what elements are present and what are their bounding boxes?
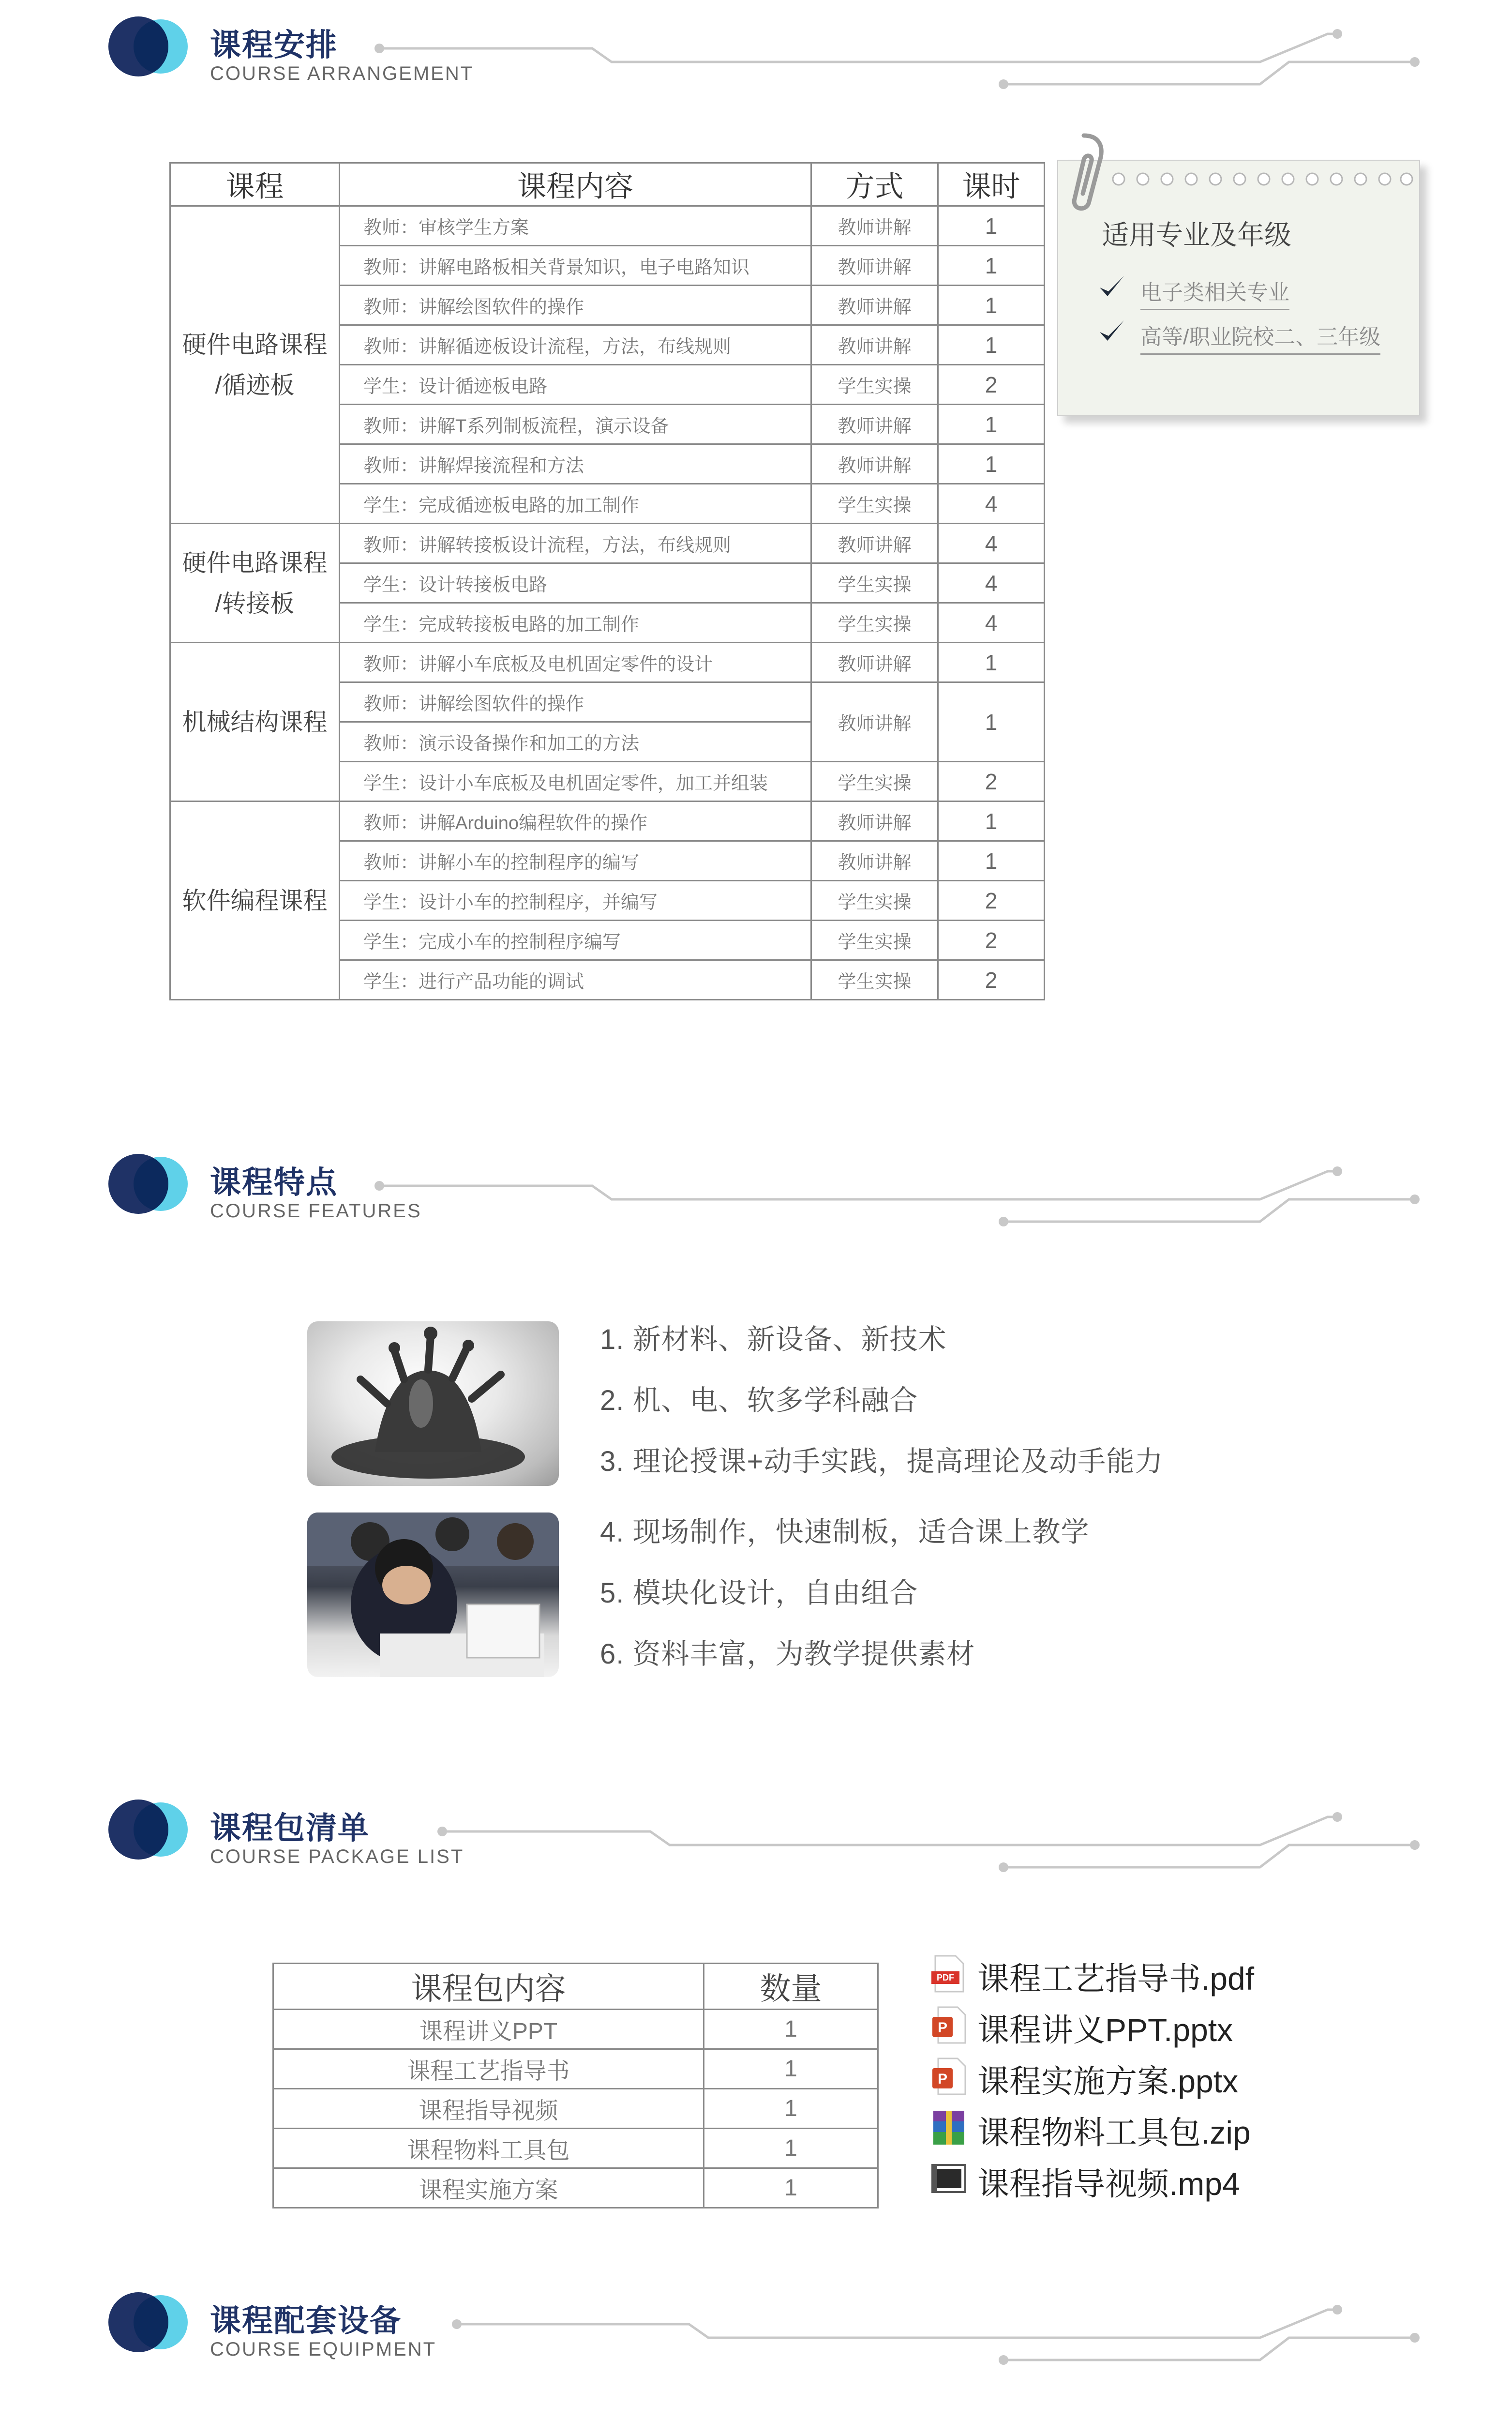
paperclip-icon: [1050, 131, 1113, 213]
note-item-label: 高等/职业院校二、三年级: [1140, 319, 1380, 355]
hours-cell: 1: [938, 325, 1045, 365]
hours-cell: 2: [938, 921, 1045, 960]
video-file-icon: [931, 2160, 966, 2198]
mode-cell: 教师讲解: [811, 802, 938, 841]
mode-cell: 学生实操: [811, 960, 938, 1000]
section-title: 课程安排: [210, 28, 338, 62]
header-content: 课程内容: [340, 163, 811, 206]
pptx-file-icon: [931, 2057, 966, 2095]
feature-item: 2. 机、电、软多学科融合: [600, 1385, 918, 1416]
course-content-cell: 学生：进行产品功能的调试: [340, 960, 811, 1000]
feature-item: 5. 模块化设计，自由组合: [600, 1577, 918, 1609]
course-content-cell: 教师：讲解转接板设计流程，方法，布线规则: [340, 524, 811, 563]
hours-cell: 1: [938, 246, 1045, 286]
arrangement-table: [169, 162, 1045, 1000]
decorative-lines: [108, 1797, 1424, 1874]
course-content-cell: 教师：讲解焊接流程和方法: [340, 444, 811, 484]
hours-cell: 4: [938, 524, 1045, 563]
file-name: 课程实施方案.pptx: [977, 2063, 1239, 2099]
hours-cell: 2: [938, 960, 1045, 1000]
course-name-cell: 硬件电路课程 /转接板: [170, 524, 340, 643]
file-name: 课程工艺指导书.pdf: [977, 1961, 1255, 1996]
mode-cell: 教师讲解: [811, 206, 938, 246]
feature-item: 1. 新材料、新设备、新技术: [600, 1324, 947, 1355]
package-qty: 1: [704, 2010, 878, 2049]
package-item: 课程指导视频: [273, 2089, 704, 2129]
mode-cell: 教师讲解: [811, 246, 938, 286]
mode-cell: 教师讲解: [811, 405, 938, 444]
checkmark-icon: [1097, 272, 1126, 301]
decorative-lines: [108, 2289, 1424, 2367]
mode-cell: 学生实操: [811, 762, 938, 802]
mode-cell: 教师讲解: [811, 444, 938, 484]
header-course: 课程: [170, 163, 340, 206]
hours-cell: 1: [938, 405, 1045, 444]
splash-graphic: [307, 1321, 559, 1486]
decorative-lines: [108, 1151, 1424, 1228]
course-content-cell: 教师：讲解绘图软件的操作: [340, 286, 811, 325]
header-hours: 课时: [938, 163, 1045, 206]
course-content-cell: 教师：讲解小车底板及电机固定零件的设计: [340, 643, 811, 682]
pdf-file-icon: [931, 1955, 966, 1993]
header-package-content: 课程包内容: [273, 1964, 704, 2010]
section-title: 课程配套设备: [210, 2303, 402, 2338]
course-content-cell: 学生：设计小车底板及电机固定零件，加工并组装: [340, 762, 811, 802]
hours-cell: 1: [938, 802, 1045, 841]
package-qty: 1: [704, 2049, 878, 2089]
mode-cell: 学生实操: [811, 484, 938, 524]
package-item: 课程工艺指导书: [273, 2049, 704, 2089]
table-row: [273, 2168, 878, 2208]
course-content-cell: 教师：讲解小车的控制程序的编写: [340, 841, 811, 881]
table-row: [170, 643, 1045, 682]
table-row: [273, 2049, 878, 2089]
mode-cell: 教师讲解: [811, 643, 938, 682]
section-subtitle: COURSE EQUIPMENT: [210, 2339, 437, 2360]
students-graphic: [307, 1512, 559, 1677]
course-content-cell: 教师：讲解Arduino编程软件的操作: [340, 802, 811, 841]
section-title: 课程包清单: [210, 1811, 370, 1845]
liquid-splash-image: [307, 1321, 559, 1486]
mode-cell: 学生实操: [811, 603, 938, 643]
note-item-label: 电子类相关专业: [1140, 275, 1289, 310]
pptx-file-icon: [931, 2006, 966, 2044]
course-content-cell: 学生：完成小车的控制程序编写: [340, 921, 811, 960]
students-workshop-photo: [307, 1512, 559, 1677]
zip-file-icon: [931, 2109, 966, 2147]
svg-text:P: P: [937, 2020, 948, 2036]
mode-cell: 教师讲解: [811, 841, 938, 881]
table-row: [273, 2010, 878, 2049]
feature-item: 6. 资料丰富，为教学提供素材: [600, 1638, 975, 1670]
svg-text:P: P: [937, 2071, 948, 2087]
mode-cell: 学生实操: [811, 563, 938, 603]
table-row: [273, 2089, 878, 2129]
course-content-cell: 教师：讲解绘图软件的操作: [340, 682, 811, 722]
package-item: 课程实施方案: [273, 2168, 704, 2208]
course-content-cell: 学生：完成转接板电路的加工制作: [340, 603, 811, 643]
file-name: 课程物料工具包.zip: [977, 2115, 1251, 2150]
section-header-arrangement: [108, 14, 1424, 91]
hours-cell: 1: [938, 444, 1045, 484]
note-title: 适用专业及年级: [1102, 220, 1291, 250]
mode-cell: 学生实操: [811, 365, 938, 405]
mode-cell: 教师讲解: [811, 524, 938, 563]
feature-item: 3. 理论授课+动手实践，提高理论及动手能力: [600, 1446, 1164, 1477]
hours-cell: 1: [938, 643, 1045, 682]
mode-cell: 学生实操: [811, 921, 938, 960]
hours-cell: 4: [938, 603, 1045, 643]
table-row: [170, 802, 1045, 841]
feature-item: 4. 现场制作，快速制板，适合课上教学: [600, 1516, 1090, 1548]
svg-text:PDF: PDF: [937, 1973, 954, 1982]
section-subtitle: COURSE FEATURES: [210, 1200, 422, 1222]
mode-cell: 教师讲解: [811, 682, 938, 762]
course-content-cell: 教师：审核学生方案: [340, 206, 811, 246]
course-name-cell: 软件编程课程: [170, 802, 340, 1000]
table-row: [273, 2129, 878, 2168]
section-header-features: [108, 1151, 1424, 1228]
section-title: 课程特点: [210, 1165, 338, 1200]
mode-cell: 教师讲解: [811, 325, 938, 365]
course-content-cell: 教师：演示设备操作和加工的方法: [340, 722, 811, 762]
course-name-cell: 硬件电路课程 /循迹板: [170, 206, 340, 524]
course-content-cell: 学生：完成循迹板电路的加工制作: [340, 484, 811, 524]
hours-cell: 1: [938, 206, 1045, 246]
header-quantity: 数量: [704, 1964, 878, 2010]
section-header-package: [108, 1797, 1424, 1874]
hours-cell: 1: [938, 286, 1045, 325]
table-row: [170, 206, 1045, 246]
course-content-cell: 学生：设计小车的控制程序，并编写: [340, 881, 811, 921]
course-content-cell: 教师：讲解T系列制板流程，演示设备: [340, 405, 811, 444]
hours-cell: 4: [938, 484, 1045, 524]
package-table: [272, 1963, 879, 2208]
mode-cell: 教师讲解: [811, 286, 938, 325]
section-header-equipment: [108, 2289, 1424, 2367]
course-content-cell: 教师：讲解循迹板设计流程，方法，布线规则: [340, 325, 811, 365]
course-content-cell: 学生：设计转接板电路: [340, 563, 811, 603]
package-qty: 1: [704, 2129, 878, 2168]
header-mode: 方式: [811, 163, 938, 206]
hours-cell: 1: [938, 841, 1045, 881]
file-name: 课程指导视频.mp4: [977, 2166, 1240, 2202]
section-subtitle: COURSE PACKAGE LIST: [210, 1846, 464, 1867]
package-qty: 1: [704, 2089, 878, 2129]
mode-cell: 学生实操: [811, 881, 938, 921]
hours-cell: 2: [938, 365, 1045, 405]
package-item: 课程物料工具包: [273, 2129, 704, 2168]
package-qty: 1: [704, 2168, 878, 2208]
hours-cell: 1: [938, 682, 1045, 762]
table-row: [170, 524, 1045, 563]
hours-cell: 2: [938, 762, 1045, 802]
decorative-lines: [108, 14, 1424, 91]
hours-cell: 2: [938, 881, 1045, 921]
course-content-cell: 学生：设计循迹板电路: [340, 365, 811, 405]
course-name-cell: 机械结构课程: [170, 643, 340, 802]
hours-cell: 4: [938, 563, 1045, 603]
file-name: 课程讲义PPT.pptx: [977, 2012, 1233, 2048]
section-subtitle: COURSE ARRANGEMENT: [210, 63, 474, 84]
package-item: 课程讲义PPT: [273, 2010, 704, 2049]
checkmark-icon: [1097, 317, 1126, 346]
course-content-cell: 教师：讲解电路板相关背景知识，电子电路知识: [340, 246, 811, 286]
